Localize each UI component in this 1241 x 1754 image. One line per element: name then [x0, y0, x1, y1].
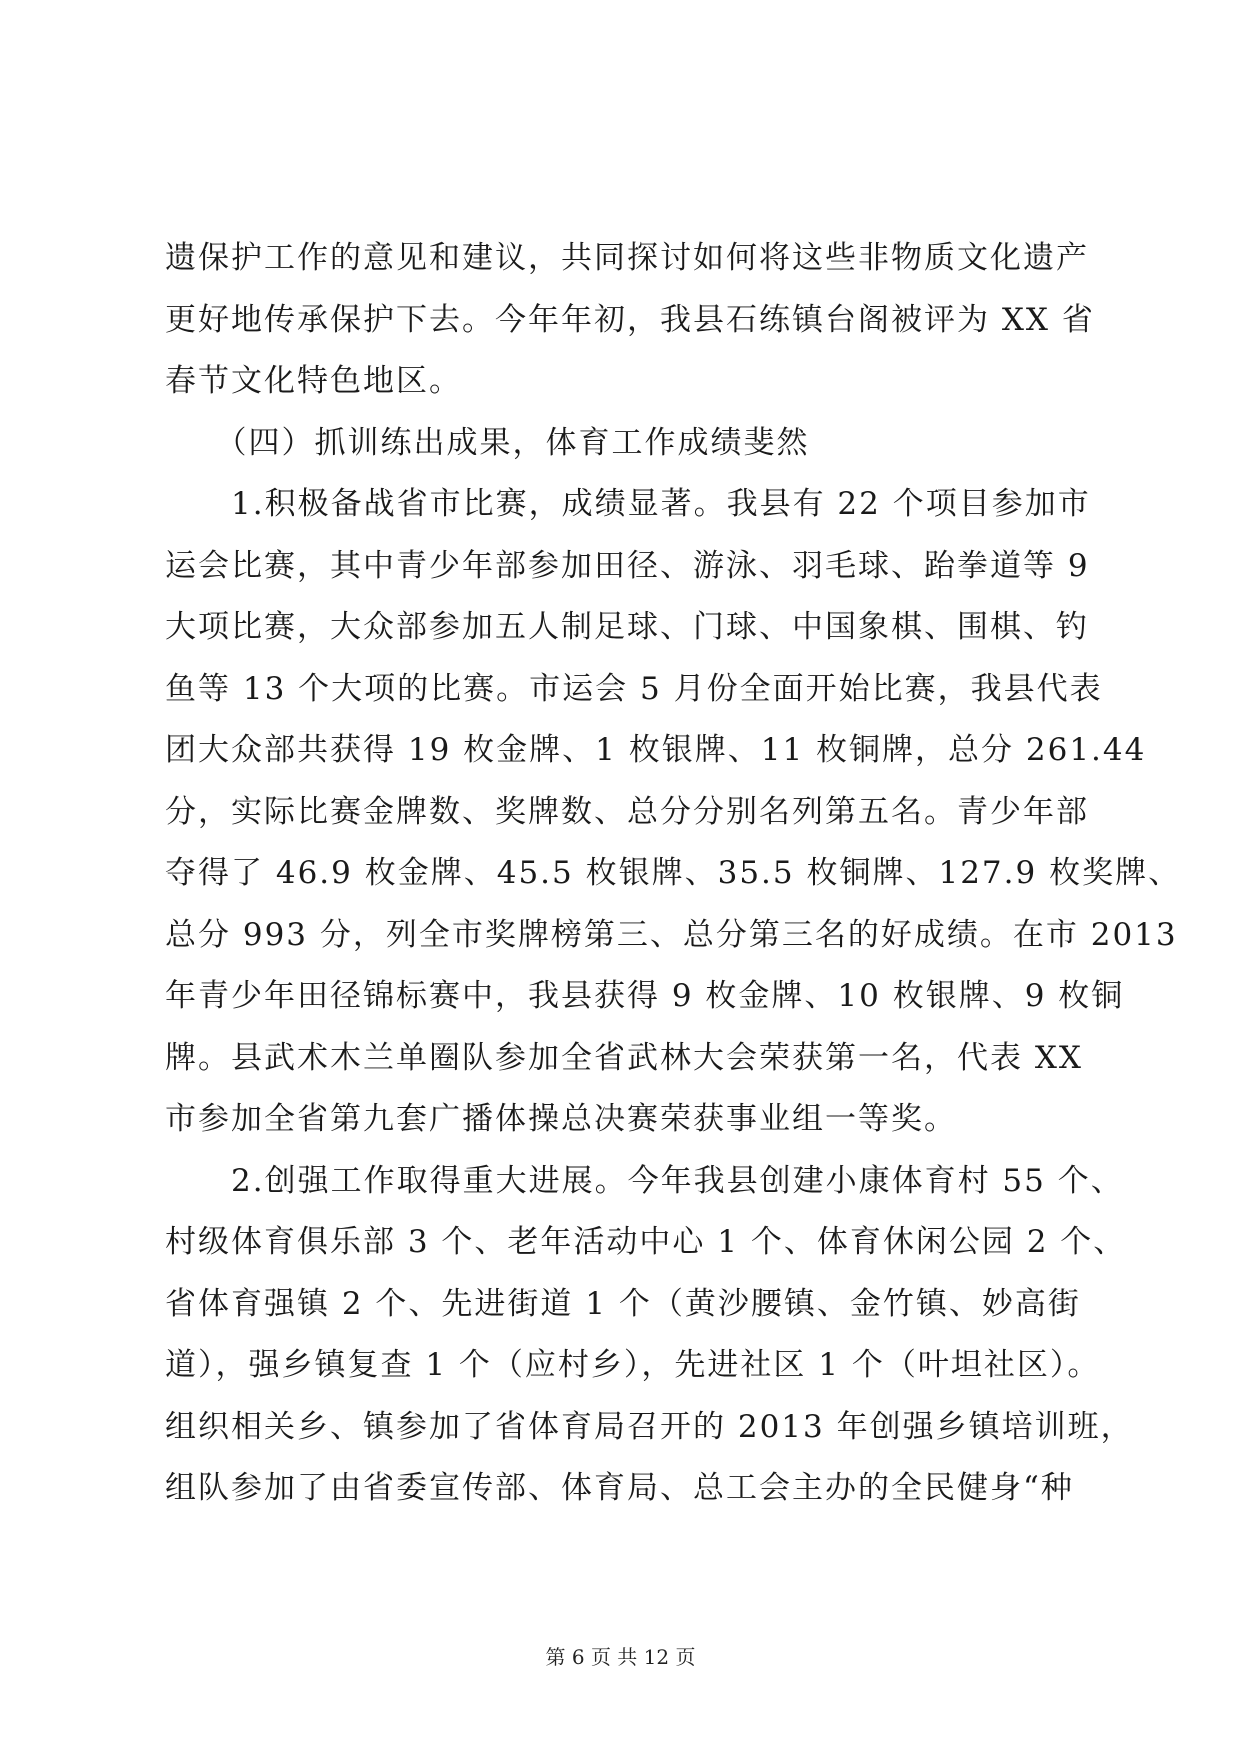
text-line: 组队参加了由省委宣传部、体育局、总工会主办的全民健身“种 [165, 1470, 1074, 1506]
text-line: 市参加全省第九套广播体操总决赛荣获事业组一等奖。 [165, 1101, 957, 1137]
text-line: 大项比赛，大众部参加五人制足球、门球、中国象棋、围棋、钓 [165, 609, 1089, 645]
page-number-footer: 第 6 页 共 12 页 [545, 1645, 696, 1669]
text-line: 更好地传承保护下去。今年年初，我县石练镇台阁被评为 XX 省 [165, 301, 1095, 338]
section-heading: （四）抓训练出成果，体育工作成绩斐然 [165, 424, 810, 461]
body-text [165, 228, 1182, 1520]
text-line: 遗保护工作的意见和建议，共同探讨如何将这些非物质文化遗产 [165, 240, 1089, 276]
text-line: 省体育强镇 2 个、先进街道 1 个（黄沙腰镇、金竹镇、妙高街 [165, 1285, 1081, 1322]
text-line: 春节文化特色地区。 [165, 363, 462, 399]
text-line: 鱼等 13 个大项的比赛。市运会 5 月份全面开始比赛，我县代表 [165, 670, 1103, 707]
text-line: 村级体育俱乐部 3 个、老年活动中心 1 个、体育休闲公园 2 个、 [165, 1224, 1127, 1260]
text-line: 组织相关乡、镇参加了省体育局召开的 2013 年创强乡镇培训班， [165, 1408, 1134, 1445]
text-line: 道），强乡镇复查 1 个（应村乡），先进社区 1 个（叶坦社区）。 [165, 1347, 1101, 1383]
text-line: 运会比赛，其中青少年部参加田径、游泳、羽毛球、跆拳道等 9 [165, 547, 1090, 584]
text-line: 年青少年田径锦标赛中，我县获得 9 枚金牌、10 枚银牌、9 枚铜 [165, 978, 1125, 1014]
text-line: 1.积极备战省市比赛，成绩显著。我县有 22 个项目参加市 [165, 486, 1091, 522]
text-line: 总分 993 分，列全市奖牌榜第三、总分第三名的好成绩。在市 2013 [165, 916, 1178, 953]
text-line: 团大众部共获得 19 枚金牌、1 枚银牌、11 枚铜牌，总分 261.44 [165, 732, 1147, 768]
text-line: 牌。县武术木兰单圈队参加全省武林大会荣获第一名，代表 XX [165, 1039, 1083, 1076]
text-line: 2.创强工作取得重大进展。今年我县创建小康体育村 55 个、 [165, 1162, 1124, 1199]
text-line: 分，实际比赛金牌数、奖牌数、总分分别名列第五名。青少年部 [165, 793, 1089, 830]
text-line: 夺得了 46.9 枚金牌、45.5 枚银牌、35.5 枚铜牌、127.9 枚奖牌、 [165, 855, 1182, 891]
